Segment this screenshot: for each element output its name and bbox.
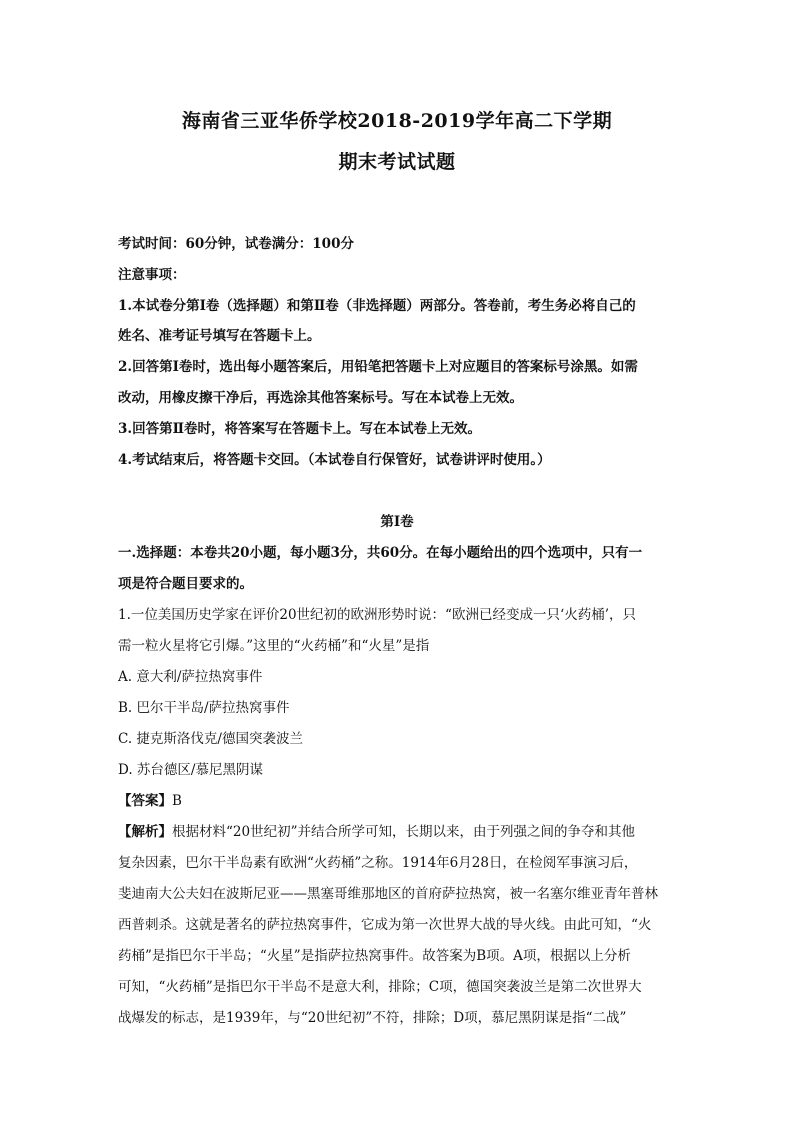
analysis-label: 【解析】 (118, 824, 172, 840)
notes-line: 1.本试卷分第Ⅰ卷（选择题）和第Ⅱ卷（非选择题）两部分。答卷前，考生务必将自己的 (118, 298, 636, 314)
analysis-line: 复杂因素，巴尔干半岛素有欧洲“火药桶”之称。1914年6月28日，在检阅军事演习后， (118, 855, 638, 871)
analysis-line (118, 820, 678, 840)
page-title-line-2: 期末考试试题 (338, 151, 456, 173)
notes-line: 3.回答第Ⅱ卷时，将答案写在答题卡上。写在本试卷上无效。 (118, 421, 481, 437)
answer-value: B (172, 793, 182, 809)
section-intro-line: 一.选择题：本卷共20小题，每小题3分，共60分。在每小题给出的四个选项中，只有一 (118, 545, 643, 561)
answer-label: 【答案】 (118, 793, 172, 809)
notes-heading: 注意事项： (118, 267, 186, 283)
analysis-text: 根据材料“20世纪初”并结合所学可知，长期以来，由于列强之间的争夺和其他 (172, 824, 635, 840)
analysis-line: 战爆发的标志，是1939年，与“20世纪初”不符，排除；D项，慕尼黑阴谋是指“二战” (118, 1010, 627, 1026)
page-title-line-1: 海南省三亚华侨学校2018-2019学年高二下学期 (181, 110, 613, 132)
option-b: B. 巴尔干半岛/萨拉热窝事件 (118, 700, 290, 716)
notes-line: 4.考试结束后，将答题卡交回。（本试卷自行保管好，试卷讲评时使用。） (118, 452, 551, 468)
analysis-line: 药桶”是指巴尔干半岛；“火星”是指萨拉热窝事件。故答案为B项。A项，根据以上分析 (118, 948, 631, 964)
question-stem-line: 需一粒火星将它引爆。”这里的“火药桶”和“火星”是指 (118, 638, 430, 654)
notes-line: 姓名、准考证号填写在答题卡上。 (118, 328, 321, 344)
answer-line (118, 789, 678, 809)
option-c: C. 捷克斯洛伐克/德国突袭波兰 (118, 731, 303, 747)
section-intro-line: 项是符合题目要求的。 (118, 576, 253, 592)
analysis-line: 西普刺杀。这就是著名的萨拉热窝事件，它成为第一次世界大战的导火线。由此可知，“火 (118, 917, 652, 933)
option-d: D. 苏台德区/慕尼黑阴谋 (118, 762, 263, 778)
notes-line: 2.回答第Ⅰ卷时，选出每小题答案后，用铅笔把答题卡上对应题目的答案标号涂黑。如需 (118, 359, 638, 375)
notes-line: 改动，用橡皮擦干净后，再选涂其他答案标号。写在本试卷上无效。 (118, 390, 523, 406)
analysis-line: 可知，“火药桶”是指巴尔干半岛不是意大利，排除；C项，德国突袭波兰是第二次世界大 (118, 979, 642, 995)
option-a: A. 意大利/萨拉热窝事件 (118, 669, 263, 685)
section-title: 第Ⅰ卷 (380, 514, 414, 530)
analysis-line: 斐迪南大公夫妇在波斯尼亚——黑塞哥维那地区的首府萨拉热窝，被一名塞尔维亚青年普林 (118, 886, 658, 902)
exam-info: 考试时间：60分钟，试卷满分：100分 (118, 236, 354, 252)
question-stem-line: 1.一位美国历史学家在评价20世纪初的欧洲形势时说：“欧洲已经变成一只‘火药桶’，只 (118, 607, 637, 623)
